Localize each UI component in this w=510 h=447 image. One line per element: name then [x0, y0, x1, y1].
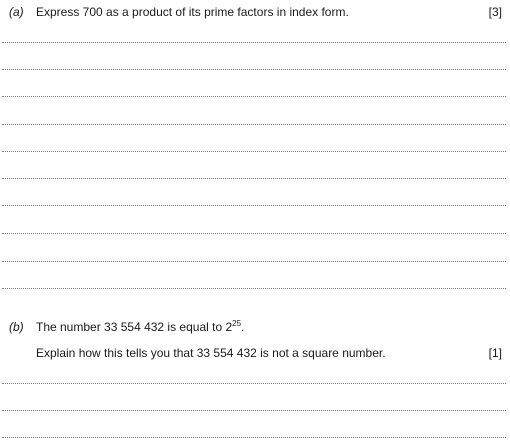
part-b-exponent: 25 — [232, 319, 242, 328]
answer-line[interactable] — [2, 410, 506, 411]
part-b-statement-prefix: The number 33 554 432 is equal to 2 — [36, 320, 233, 334]
answer-line[interactable] — [2, 178, 506, 179]
answer-line[interactable] — [2, 383, 506, 384]
answer-line[interactable] — [2, 42, 506, 43]
answer-line[interactable] — [2, 437, 506, 438]
part-b-question: Explain how this tells you that 33 554 432 is not a square number. — [36, 346, 386, 360]
part-a-label: (a) — [9, 5, 24, 19]
answer-line[interactable] — [2, 96, 506, 97]
answer-line[interactable] — [2, 233, 506, 234]
part-b-statement-suffix: . — [241, 320, 245, 334]
answer-line[interactable] — [2, 124, 506, 125]
answer-line[interactable] — [2, 261, 506, 262]
part-a-marks: [3] — [488, 5, 502, 19]
answer-line[interactable] — [2, 151, 506, 152]
part-b-statement — [36, 320, 244, 334]
part-b-label: (b) — [9, 320, 24, 334]
part-a-question: Express 700 as a product of its prime factors in index form. — [36, 5, 349, 19]
answer-line[interactable] — [2, 69, 506, 70]
answer-line[interactable] — [2, 288, 506, 289]
answer-line[interactable] — [2, 205, 506, 206]
part-b-marks: [1] — [488, 346, 502, 360]
